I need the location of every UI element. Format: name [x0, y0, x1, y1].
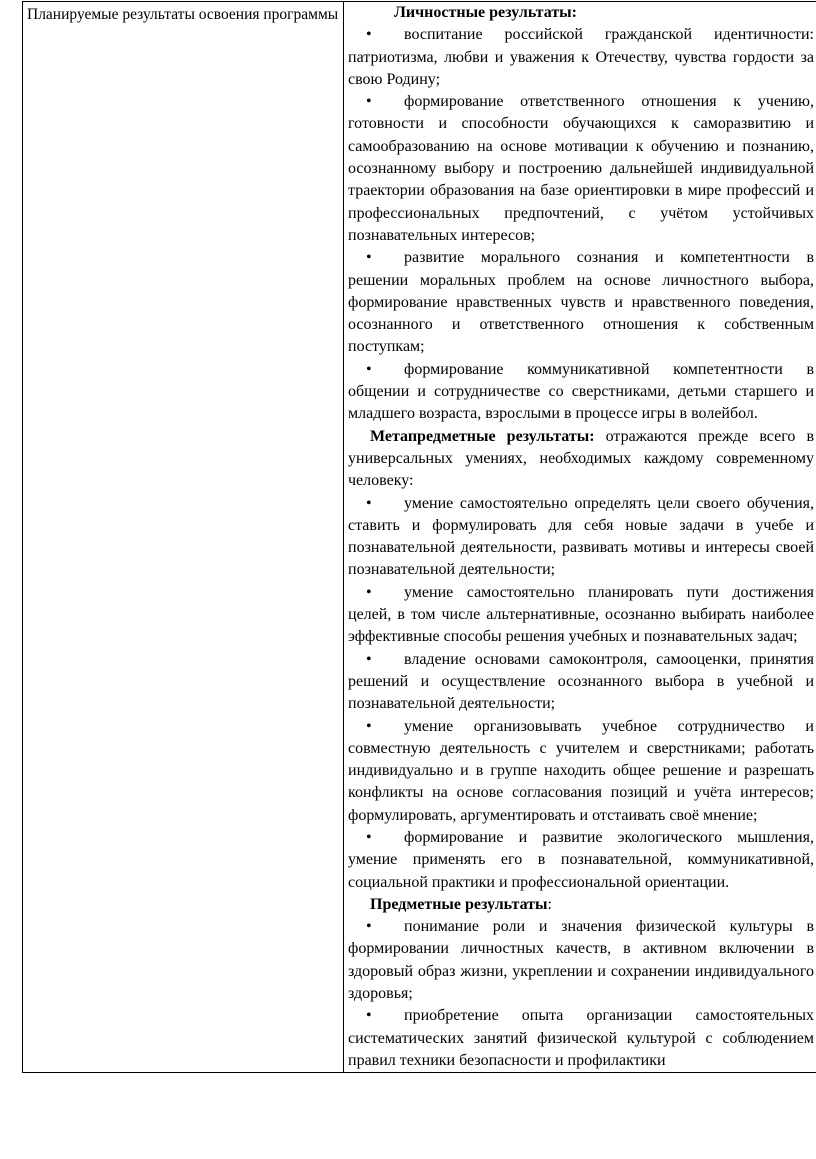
bullet-icon: • — [366, 650, 372, 668]
subject-paragraph — [348, 894, 814, 916]
list-item — [348, 827, 814, 894]
list-item — [348, 1005, 814, 1072]
list-item-text: воспитание российской гражданской идентичности: патриотизма, любви и уважения к Отечеству, чувства гордости за свою Родину; — [348, 26, 814, 88]
list-item-text: развитие морального сознания и компетентности в решении моральных проблем на основе личностного выбора, формирование нравственных чувств и нравственного поведения, осознанного и ответственного отношения к собственным поступкам; — [348, 249, 814, 356]
row-content-cell — [344, 2, 816, 1073]
list-item-text: формирование коммуникативной компетентности в общении и сотрудничестве со сверстниками, детьми старшего и младшего возраста, взрослыми в процессе игры в волейбол. — [348, 360, 814, 423]
list-item — [348, 716, 814, 827]
meta-intro: отражаются прежде всего в универсальных умениях, необходимых каждому современному человеку: — [348, 427, 814, 490]
personal-heading — [348, 2, 814, 24]
list-item — [348, 582, 814, 649]
personal-heading-text: Личностные результаты: — [394, 4, 577, 21]
list-item-text: умение самостоятельно определять цели своего обучения, ставить и формулировать для себя новые задачи в учебе и познавательной деятельности, развивать мотивы и интересы своей познавательной деятельности; — [348, 494, 814, 579]
meta-heading: Метапредметные результаты: — [370, 427, 595, 445]
subject-heading: Предметные результаты — [370, 895, 548, 913]
bullet-icon: • — [366, 249, 372, 267]
list-item-text: умение организовывать учебное сотрудничество и совместную деятельность с учителем и сверстниками; работать индивидуально и в группе находить общее решение и разрешать конфликты на основе согласования позиций и учёта интересов; формулировать, аргументировать и отстаивать своё мнение; — [348, 717, 814, 824]
bullet-icon: • — [366, 717, 372, 735]
program-table — [22, 1, 816, 1073]
list-item — [348, 649, 814, 716]
list-item — [348, 24, 814, 91]
list-item — [348, 247, 814, 358]
results-text — [348, 2, 814, 1072]
subject-heading-suffix: : — [547, 895, 552, 913]
list-item-text: умение самостоятельно планировать пути достижения целей, в том числе альтернативные, осознанно выбирать наиболее эффективные способы решения учебных и познавательных задач; — [348, 583, 814, 646]
list-item-text: понимание роли и значения физической культуры в формировании личностных качеств, в активном включении в здоровый образ жизни, укреплении и сохранении индивидуального здоровья; — [348, 918, 814, 1003]
meta-paragraph — [348, 426, 814, 493]
bullet-icon: • — [366, 918, 372, 936]
list-item-text: владение основами самоконтроля, самооценки, принятия решений и осуществление осознанного выбора в учебной и познавательной деятельности; — [348, 650, 814, 713]
list-item — [348, 91, 814, 247]
bullet-icon: • — [366, 26, 372, 44]
bullet-icon: • — [366, 360, 372, 378]
list-item-text: формирование ответственного отношения к учению, готовности и способности обучающихся к саморазвитию и самообразованию на основе мотивации к обучению и познанию, осознанному выбору и построению дальнейшей индивидуальной траектории образования на базе ориентировки в мире профессий и профессиональных предпочтений, с учётом устойчивых познавательных интересов; — [348, 93, 814, 244]
list-item — [348, 359, 814, 426]
list-item — [348, 916, 814, 1005]
bullet-icon: • — [366, 583, 372, 601]
list-item-text: приобретение опыта организации самостоятельных систематических занятий физической культурой с соблюдением правил техники безопасности и профилактики — [348, 1007, 814, 1069]
list-item-text: формирование и развитие экологического мышления, умение применять его в познавательной, коммуникативной, социальной практики и профессиональной ориентации. — [348, 828, 814, 891]
list-item — [348, 493, 814, 582]
bullet-icon: • — [366, 494, 372, 512]
bullet-icon: • — [366, 1007, 372, 1025]
table-row — [23, 2, 816, 1073]
bullet-icon: • — [366, 828, 372, 846]
bullet-icon: • — [366, 93, 372, 111]
row-label-cell: Планируемые результаты освоения программы — [23, 2, 344, 1073]
